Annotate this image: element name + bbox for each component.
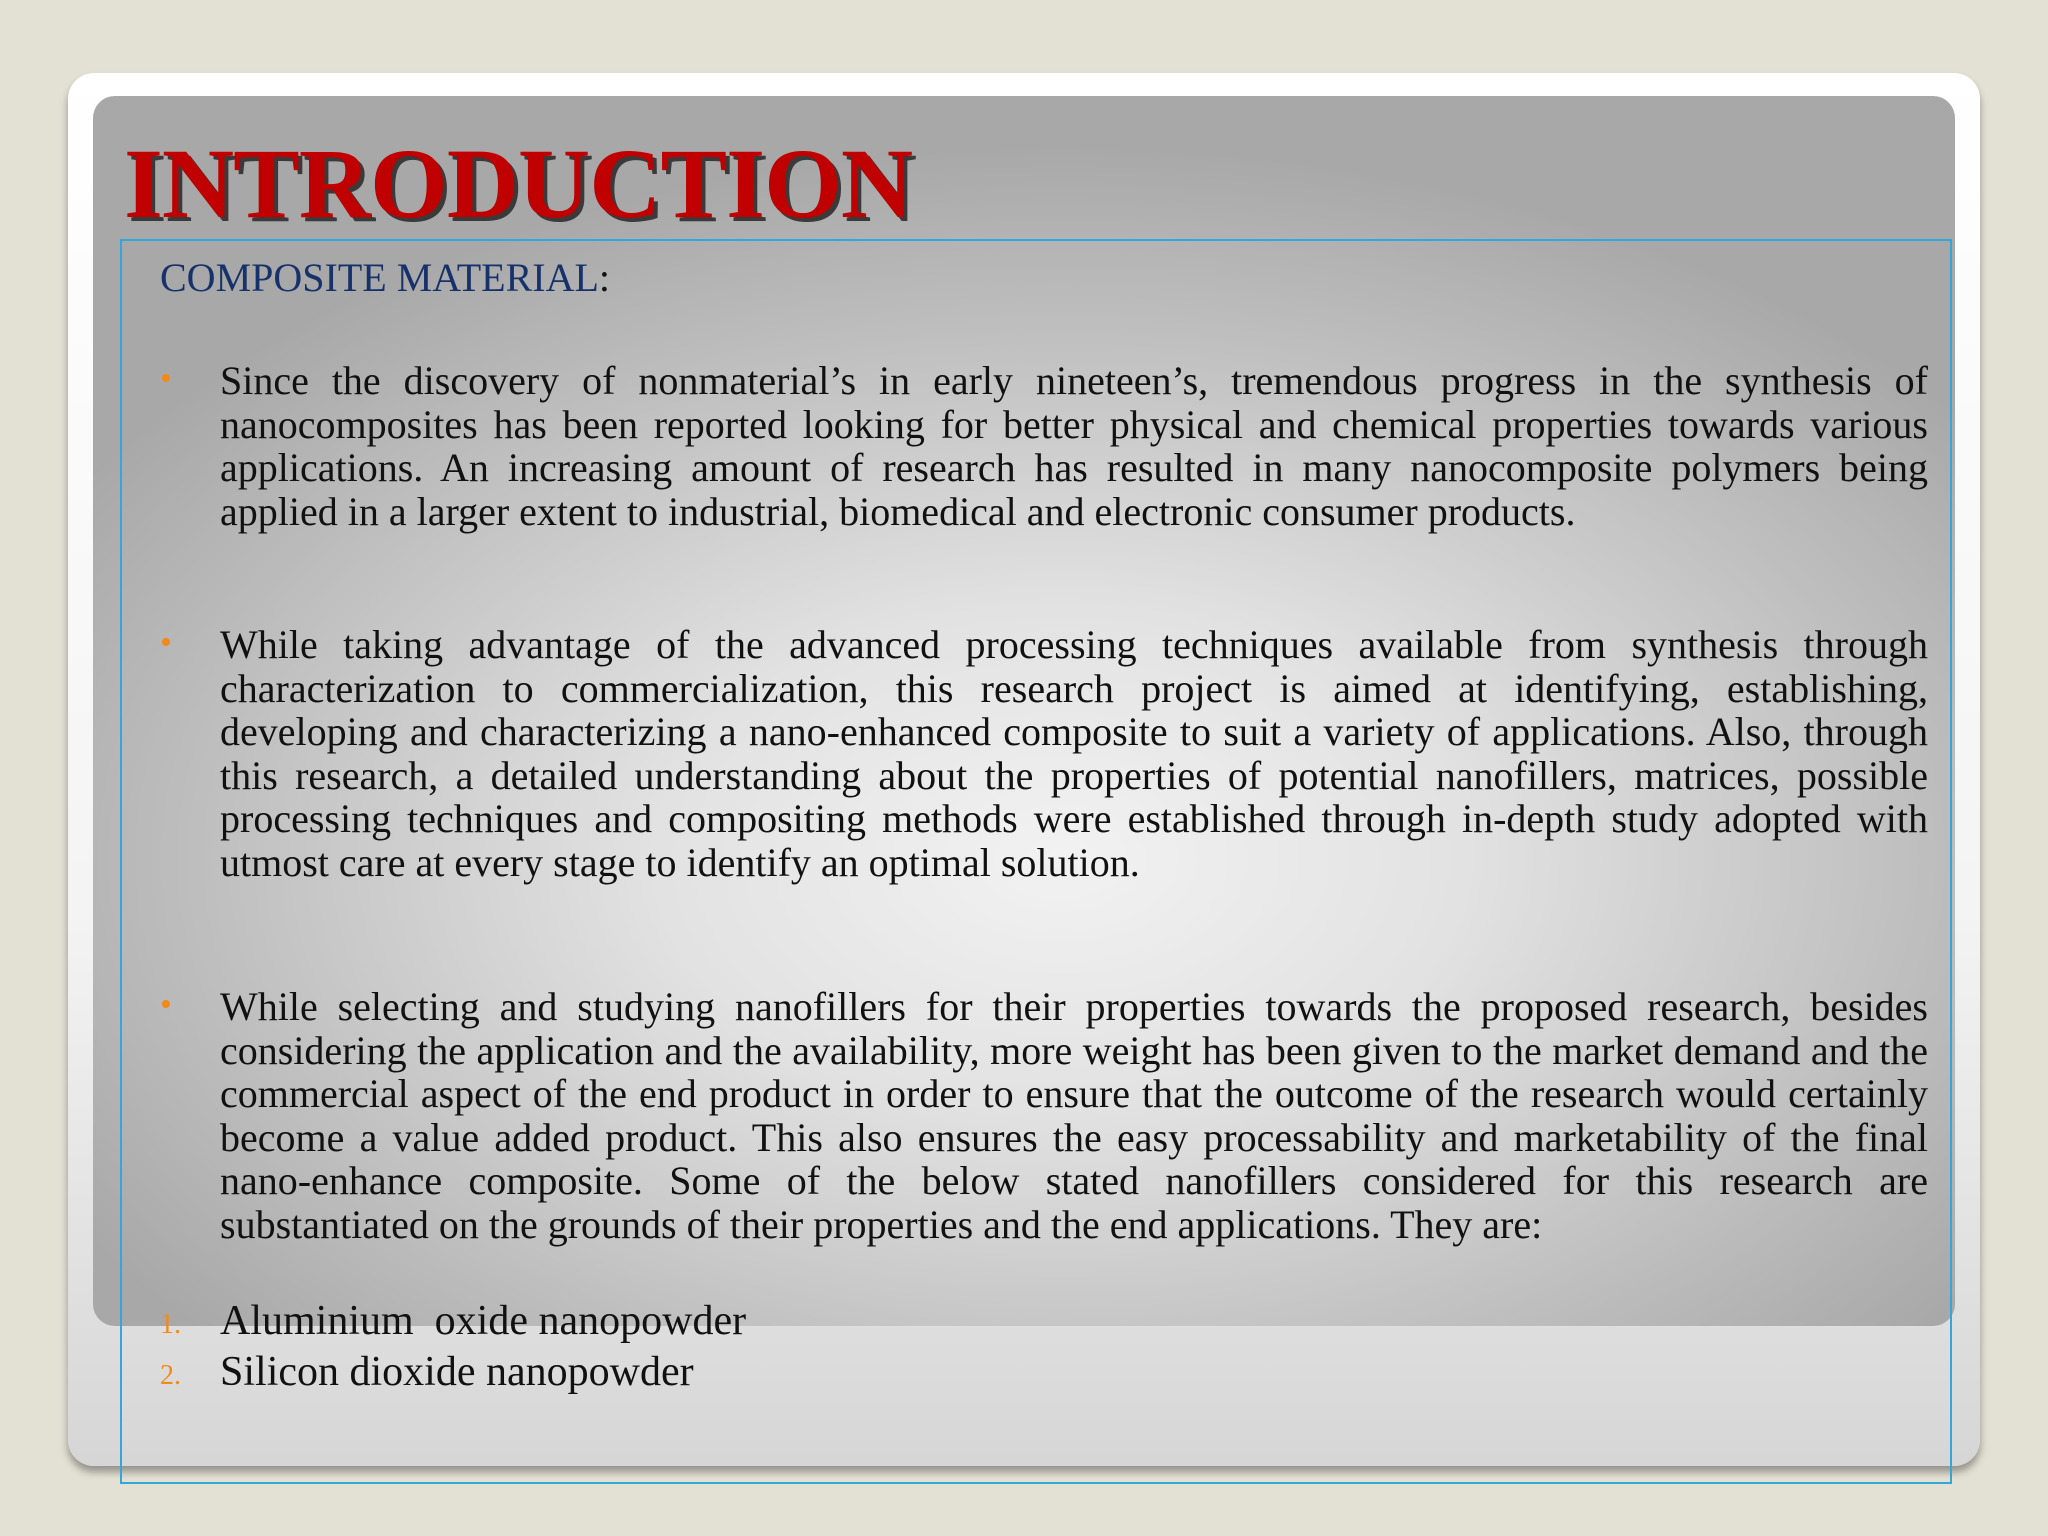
section-heading-text: COMPOSITE MATERIAL bbox=[160, 255, 599, 300]
numbered-item-number: 1. bbox=[160, 1309, 181, 1340]
numbered-item-text: Aluminium oxide nanopowder bbox=[220, 1298, 747, 1344]
numbered-item-text: Silicon dioxide nanopowder bbox=[220, 1349, 694, 1395]
slide-title: INTRODUCTION bbox=[124, 128, 913, 239]
bullet-paragraph-2: While taking advantage of the advanced processing techniques available from synthesis through characterization to commercialization, this research project is aimed at identifying, establishing, developing and characterizing a nano-enhanced composite to suit a variety of applications. Also, through this research, a detailed understanding about the properties of potential nanofillers, matrices, possible processing techniques and compositing methods were established through in-depth study adopted with utmost care at every stage to identify an optimal solution. bbox=[220, 622, 1928, 885]
section-heading bbox=[160, 254, 610, 302]
bullet-marker: • bbox=[160, 360, 172, 397]
section-heading-colon: : bbox=[598, 255, 611, 300]
bullet-paragraph-3: While selecting and studying nanofillers for their properties towards the proposed research, besides considering the application and the availability, more weight has been given to the market demand and the commercial aspect of the end product in order to ensure that the outcome of the research would certainly become a value added product. This also ensures the easy processability and marketability of the final nano-enhance composite. Some of the below stated nanofillers considered for this research are substantiated on the grounds of their properties and the end applications. They are: bbox=[220, 984, 1928, 1247]
bullet-paragraph-1: Since the discovery of nonmaterial’s in early nineteen’s, tremendous progress in the synthesis of nanocomposites has been reported looking for better physical and chemical properties towards various applications. An increasing amount of research has resulted in many nanocomposite polymers being applied in a larger extent to industrial, biomedical and electronic consumer products. bbox=[220, 358, 1928, 534]
bullet-marker: • bbox=[160, 986, 172, 1023]
bullet-marker: • bbox=[160, 624, 172, 661]
numbered-item-number: 2. bbox=[160, 1360, 181, 1391]
